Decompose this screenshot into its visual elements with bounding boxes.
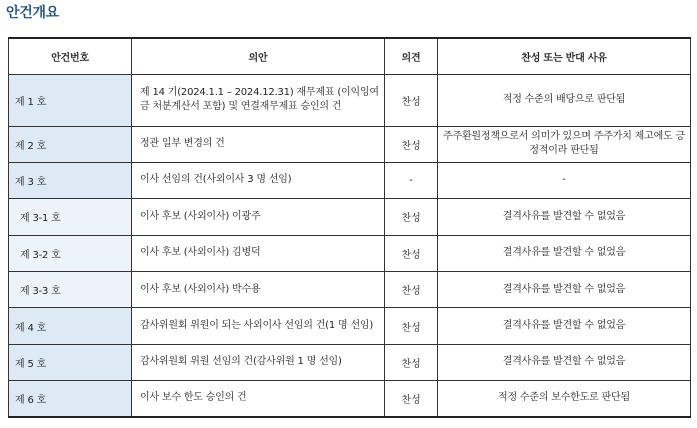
header-reason: 찬성 또는 반대 사유 [438, 38, 691, 74]
reason-cell: 결격사유를 발견할 수 없었음 [438, 235, 691, 271]
opinion-cell: - [385, 162, 438, 198]
agenda-title-cell: 감사위원회 위원이 되는 사외이사 선임의 건(1 명 선임) [132, 308, 385, 344]
table-body [9, 74, 691, 417]
reason-cell: 적정 수준의 보수한도로 판단됨 [438, 381, 691, 417]
table-row [9, 74, 691, 126]
opinion-cell: 찬성 [385, 235, 438, 271]
table-row [9, 344, 691, 380]
opinion-cell: 찬성 [385, 74, 438, 126]
reason-cell: 적정 수준의 배당으로 판단됨 [438, 74, 691, 126]
agenda-number-cell: 제 4 호 [9, 308, 132, 344]
agenda-title-cell: 이사 후보 (사외이사) 이광주 [132, 199, 385, 235]
opinion-cell: 찬성 [385, 344, 438, 380]
agenda-title-cell: 이사 선임의 건(사외이사 3 명 선임) [132, 162, 385, 198]
agenda-number-cell: 제 3-1 호 [9, 199, 132, 235]
agenda-table [8, 37, 691, 418]
reason-cell: 결격사유를 발견할 수 없었음 [438, 344, 691, 380]
header-opinion: 의견 [385, 38, 438, 74]
reason-cell: 결격사유를 발견할 수 없었음 [438, 272, 691, 308]
table-row [9, 308, 691, 344]
opinion-cell: 찬성 [385, 308, 438, 344]
agenda-title-cell: 이사 후보 (사외이사) 김병덕 [132, 235, 385, 271]
agenda-number-cell: 제 1 호 [9, 74, 132, 126]
table-header-row [9, 38, 691, 74]
agenda-title-cell: 제 14 기(2024.1.1 – 2024.12.31) 재무제표 (이익잉여금 처분계산서 포함) 및 연결재무제표 승인의 건 [132, 74, 385, 126]
opinion-cell: 찬성 [385, 126, 438, 162]
reason-cell: 주주환원정책으로서 의미가 있으며 주주가치 제고에도 긍정적이라 판단됨 [438, 126, 691, 162]
table-row [9, 199, 691, 235]
agenda-title-cell: 이사 보수 한도 승인의 건 [132, 381, 385, 417]
opinion-cell: 찬성 [385, 199, 438, 235]
reason-cell: 결격사유를 발견할 수 없었음 [438, 199, 691, 235]
reason-cell: - [438, 162, 691, 198]
table-row [9, 381, 691, 417]
agenda-title-cell: 이사 후보 (사외이사) 박수용 [132, 272, 385, 308]
header-agenda: 의안 [132, 38, 385, 74]
opinion-cell: 찬성 [385, 381, 438, 417]
table-row [9, 272, 691, 308]
agenda-number-cell: 제 3-3 호 [9, 272, 132, 308]
agenda-number-cell: 제 5 호 [9, 344, 132, 380]
agenda-number-cell: 제 2 호 [9, 126, 132, 162]
header-agenda-number: 안건번호 [9, 38, 132, 74]
agenda-title-cell: 감사위원회 위원 선임의 건(감사위원 1 명 선임) [132, 344, 385, 380]
agenda-number-cell: 제 3 호 [9, 162, 132, 198]
agenda-number-cell: 제 6 호 [9, 381, 132, 417]
opinion-cell: 찬성 [385, 272, 438, 308]
reason-cell: 결격사유를 발견할 수 없었음 [438, 308, 691, 344]
section-title: 안건개요 [6, 5, 59, 21]
table-row [9, 126, 691, 162]
table-row [9, 235, 691, 271]
agenda-title-cell: 정관 일부 변경의 건 [132, 126, 385, 162]
agenda-number-cell: 제 3-2 호 [9, 235, 132, 271]
table-row [9, 162, 691, 198]
